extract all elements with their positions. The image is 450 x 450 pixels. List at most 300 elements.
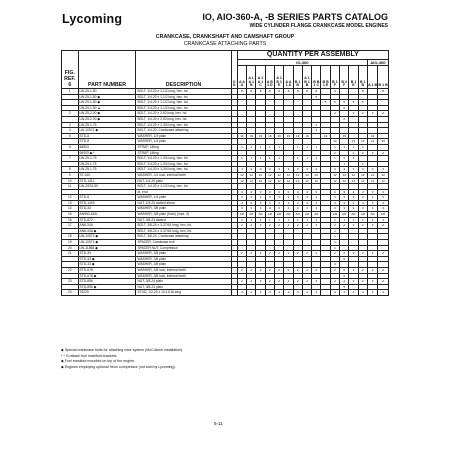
quantity-cell: 2 bbox=[256, 223, 265, 229]
quantity-cell: 5 bbox=[321, 100, 330, 106]
part-number-cell: 66903 ◆ * bbox=[78, 150, 136, 156]
quantity-cell: 12 bbox=[247, 178, 256, 184]
quantity-cell: 12 bbox=[265, 178, 274, 184]
quantity-cell: 1 bbox=[378, 217, 389, 223]
quantity-cell: 2 bbox=[265, 223, 274, 229]
quantity-cell: 3 bbox=[293, 200, 302, 206]
quantity-cell: 3 bbox=[265, 206, 274, 212]
quantity-cell: 19 bbox=[274, 133, 283, 139]
part-number-cell: LW-25-1.75 bbox=[78, 161, 136, 167]
quantity-cell: 3 bbox=[340, 189, 349, 195]
quantity-cell: 19 bbox=[321, 133, 330, 139]
model-column-header: A B 1 D bbox=[265, 66, 274, 89]
quantity-cell: 3 bbox=[367, 189, 377, 195]
quantity-cell: 2 bbox=[302, 279, 311, 285]
part-number-cell: LW-2SS1.50 bbox=[78, 184, 136, 190]
quantity-cell: 2 bbox=[274, 251, 283, 257]
quantity-cell: 2 bbox=[378, 150, 389, 156]
fig-ref-cell: 8 bbox=[62, 167, 79, 173]
part-number-cell: AN960-616L bbox=[78, 212, 136, 218]
quantity-cell: 1 bbox=[330, 240, 339, 246]
part-number-cell: LW-25-1.50 ▲ bbox=[78, 105, 136, 111]
quantity-cell: 3 bbox=[312, 206, 321, 212]
quantity-cell: 1 bbox=[237, 217, 246, 223]
fig-ref-cell: 17 bbox=[62, 223, 79, 229]
part-number-cell: LW-10574 ◆ bbox=[78, 240, 136, 246]
quantity-cell: 8 bbox=[312, 89, 321, 95]
footnote: ◆ Engines employing optional freon compressor (not sold by Lycoming). bbox=[61, 364, 176, 369]
quantity-cell: 3 bbox=[293, 195, 302, 201]
aio360-header: AIO-360 bbox=[367, 60, 388, 66]
model-column-header: B 1 B bbox=[358, 66, 367, 89]
quantity-cell: 2 bbox=[247, 223, 256, 229]
fig-ref-cell: 19 bbox=[62, 240, 79, 246]
quantity-cell: 1 bbox=[274, 156, 283, 162]
quantity-cell: 3 bbox=[378, 206, 389, 212]
part-number-cell: LW-25-1.50 ◆ bbox=[78, 100, 136, 106]
quantity-cell: 2 bbox=[284, 268, 293, 274]
quantity-cell: 3 bbox=[265, 167, 274, 173]
catalog-title: IO, AIO-360-A, -B SERIES PARTS CATALOG bbox=[202, 12, 388, 22]
quantity-cell: 3 bbox=[247, 189, 256, 195]
quantity-cell: 2 bbox=[237, 279, 246, 285]
description-cell: WASHER, 1/4 plain bbox=[136, 195, 231, 201]
quantity-cell: 2 bbox=[293, 251, 302, 257]
quantity-cell: 1 bbox=[265, 144, 274, 150]
fig-ref-cell: 1 bbox=[62, 89, 79, 95]
quantity-cell: 3 bbox=[358, 167, 367, 173]
quantity-cell: AR bbox=[358, 212, 367, 218]
quantity-cell: 3 bbox=[349, 206, 358, 212]
quantity-cell: 4 bbox=[330, 290, 339, 296]
quantity-cell: 1 bbox=[358, 161, 367, 167]
quantity-cell: 1 bbox=[367, 217, 377, 223]
quantity-cell: 8 bbox=[378, 89, 389, 95]
quantity-cell: 1 bbox=[247, 144, 256, 150]
fig-ref-cell: 2 bbox=[62, 111, 79, 117]
quantity-cell: 3 bbox=[265, 200, 274, 206]
quantity-cell: 3 bbox=[247, 206, 256, 212]
quantity-cell: 3 bbox=[358, 195, 367, 201]
quantity-cell: 4 bbox=[312, 290, 321, 296]
quantity-cell: 2 bbox=[367, 268, 377, 274]
quantity-cell: 2 bbox=[293, 279, 302, 285]
page-number: 5-11 bbox=[214, 421, 223, 426]
part-number-cell: AN6-34A ◆ bbox=[78, 228, 136, 234]
fig-ref-cell: 22 bbox=[62, 268, 79, 274]
quantity-cell: 12 bbox=[265, 172, 274, 178]
quantity-cell: 6 bbox=[340, 105, 349, 111]
quantity-cell: 2 bbox=[237, 251, 246, 257]
description-cell: BOLT, 1/4-20 x 2.00 long, hex. hd. bbox=[136, 116, 231, 122]
part-number-cell: AN6-34A bbox=[78, 223, 136, 229]
quantity-cell: 2 bbox=[349, 268, 358, 274]
quantity-cell: 4 bbox=[247, 290, 256, 296]
description-cell: BOLT, 1/4-20, Crankcase attaching bbox=[136, 128, 231, 134]
quantity-cell: 1 bbox=[293, 156, 302, 162]
part-number-cell: LW-25-2.00 ◆ bbox=[78, 111, 136, 117]
quantity-cell: 2 bbox=[378, 251, 389, 257]
fig-ref-cell: 7 bbox=[62, 156, 79, 162]
quantity-cell: 1 bbox=[274, 144, 283, 150]
part-number-cell: LW-10573 ◆ bbox=[78, 234, 136, 240]
quantity-cell: 1 bbox=[247, 217, 256, 223]
quantity-cell: 1 bbox=[302, 217, 311, 223]
description-cell: WASHER, 3/8 plain bbox=[136, 262, 231, 268]
quantity-cell: 2 bbox=[378, 223, 389, 229]
quantity-cell: 3 bbox=[284, 195, 293, 201]
quantity-cell: 3 bbox=[302, 200, 311, 206]
quantity-cell: 3 bbox=[302, 195, 311, 201]
quantity-cell: 2 bbox=[340, 223, 349, 229]
quantity-cell: AR bbox=[340, 212, 349, 218]
quantity-cell: 5 bbox=[358, 100, 367, 106]
quantity-cell: 1 bbox=[293, 144, 302, 150]
model-column-header: B 1 E bbox=[349, 66, 358, 89]
model-column-header: A 1 B bbox=[367, 66, 377, 89]
model-column-header: B 1 B bbox=[293, 66, 302, 89]
quantity-cell: 8 bbox=[284, 89, 293, 95]
quantity-cell: 19 bbox=[302, 133, 311, 139]
quantity-cell: 2 bbox=[274, 223, 283, 229]
quantity-cell: 1 bbox=[349, 144, 358, 150]
quantity-cell: 3 bbox=[302, 167, 311, 173]
quantity-cell: 12 bbox=[330, 178, 339, 184]
quantity-cell: 1 bbox=[256, 144, 265, 150]
parts-table bbox=[61, 50, 389, 296]
quantity-cell: 2 bbox=[367, 251, 377, 257]
quantity-cell: 4 bbox=[302, 290, 311, 296]
quantity-cell: 3 bbox=[349, 195, 358, 201]
quantity-cell: 13 bbox=[367, 139, 377, 145]
fig-ref-cell: 13 bbox=[62, 200, 79, 206]
quantity-cell: 4 bbox=[265, 290, 274, 296]
fig-ref-cell: 11 bbox=[62, 184, 79, 190]
quantity-cell: 3 bbox=[340, 195, 349, 201]
quantity-cell: AR bbox=[302, 212, 311, 218]
brand-logo-text: Lycoming bbox=[62, 12, 123, 26]
description-cell: SPACER NUT, Compressor bbox=[136, 245, 231, 251]
quantity-cell: 12 bbox=[247, 172, 256, 178]
quantity-cell: 3 bbox=[302, 206, 311, 212]
quantity-cell: 12 bbox=[378, 172, 389, 178]
quantity-cell: 3 bbox=[256, 195, 265, 201]
quantity-cell: 2 bbox=[349, 251, 358, 257]
part-number-header: PART NUMBER bbox=[78, 51, 136, 89]
quantity-cell: 2 bbox=[367, 111, 377, 117]
description-cell: WASHER, 3/8 lock, internal teeth bbox=[136, 273, 231, 279]
quantity-cell: 3 bbox=[274, 189, 283, 195]
quantity-cell: 2 bbox=[330, 111, 339, 117]
quantity-cell: 2 bbox=[256, 279, 265, 285]
quantity-cell: 12 bbox=[330, 172, 339, 178]
quantity-cell: 4 bbox=[256, 290, 265, 296]
quantity-cell: 2 bbox=[237, 223, 246, 229]
fig-ref-cell: 12 bbox=[62, 195, 79, 201]
quantity-cell: 2 bbox=[293, 223, 302, 229]
header-row-1 bbox=[62, 51, 389, 60]
quantity-cell: 3 bbox=[247, 200, 256, 206]
quantity-cell: 2 bbox=[265, 268, 274, 274]
quantity-cell: 12 bbox=[293, 172, 302, 178]
part-number-cell: LW-11868 ◆ bbox=[78, 245, 136, 251]
quantity-cell: 4 bbox=[358, 290, 367, 296]
description-header: DESCRIPTION bbox=[136, 51, 231, 89]
quantity-cell: 12 bbox=[293, 178, 302, 184]
fig-ref-cell: 18 bbox=[62, 234, 79, 240]
quantity-cell: 3 bbox=[312, 167, 321, 173]
fig-ref-cell: 4 bbox=[62, 128, 79, 134]
quantity-cell: 5 bbox=[349, 100, 358, 106]
quantity-cell: 3 bbox=[284, 206, 293, 212]
quantity-cell: 12 bbox=[378, 178, 389, 184]
quantity-cell: 1 bbox=[256, 156, 265, 162]
quantity-cell: 3 bbox=[284, 189, 293, 195]
quantity-cell: 1 bbox=[302, 144, 311, 150]
model-column-header: B 2 F bbox=[340, 66, 349, 89]
quantity-cell: 3 bbox=[367, 195, 377, 201]
quantity-cell: 4 bbox=[284, 290, 293, 296]
quantity-cell: 19 bbox=[237, 133, 246, 139]
quantity-cell: 8 bbox=[293, 89, 302, 95]
description-cell: NUT, 1/4-20 plain bbox=[136, 178, 231, 184]
description-cell: NUT, 3/8-24 plain bbox=[136, 284, 231, 290]
quantity-cell: 19 bbox=[340, 133, 349, 139]
fig-ref-cell: 15 bbox=[62, 212, 79, 218]
quantity-cell: 2 bbox=[340, 116, 349, 122]
part-number-cell: ST-160 bbox=[78, 172, 136, 178]
quantity-cell: 2 bbox=[349, 150, 358, 156]
quantity-header: QUANTITY PER ASSEMBLY bbox=[237, 51, 388, 60]
quantity-cell: 2 bbox=[312, 223, 321, 229]
fig-ref-cell: 9 bbox=[62, 172, 79, 178]
quantity-cell: 19 bbox=[293, 133, 302, 139]
quantity-cell: 12 bbox=[312, 172, 321, 178]
quantity-cell: 2 bbox=[312, 279, 321, 285]
quantity-cell: 2 bbox=[358, 251, 367, 257]
section-subtitle: CRANKCASE ATTACHING PARTS bbox=[183, 41, 267, 47]
quantity-cell: 5 bbox=[340, 256, 349, 262]
part-number-cell: STD-896 ◆ bbox=[78, 284, 136, 290]
quantity-cell: 12 bbox=[237, 172, 246, 178]
quantity-cell: 3 bbox=[265, 195, 274, 201]
quantity-cell: 12 bbox=[302, 172, 311, 178]
quantity-cell: 3 bbox=[330, 189, 339, 195]
quantity-cell: 1 bbox=[340, 217, 349, 223]
description-cell: BOLT, 3/8-24, Crankcase attaching bbox=[136, 234, 231, 240]
quantity-cell: 1 bbox=[330, 245, 339, 251]
quantity-cell: 1 bbox=[284, 217, 293, 223]
quantity-cell: 2 bbox=[330, 150, 339, 156]
quantity-cell: 3 bbox=[330, 195, 339, 201]
quantity-cell: 2 bbox=[284, 251, 293, 257]
quantity-cell: 1 bbox=[312, 128, 321, 134]
table-row bbox=[62, 290, 389, 296]
part-number-cell: LW-25-1.75 bbox=[78, 156, 136, 162]
quantity-cell: 12 bbox=[302, 178, 311, 184]
quantity-cell: 6 bbox=[330, 89, 339, 95]
part-number-cell: STD-8 bbox=[78, 139, 136, 145]
quantity-cell: 3 bbox=[293, 167, 302, 173]
model-column-header: A A 1 A bbox=[284, 66, 293, 89]
quantity-cell: 2 bbox=[237, 268, 246, 274]
quantity-cell: 19 bbox=[284, 133, 293, 139]
quantity-cell: 1 bbox=[340, 144, 349, 150]
description-cell: STUD, 1/2-20 x 10-11/16 long bbox=[136, 290, 231, 296]
io360-header: IO-360 bbox=[237, 60, 367, 66]
quantity-cell: 1 bbox=[237, 144, 246, 150]
part-number-cell: STD-872 bbox=[78, 217, 136, 223]
quantity-cell: 12 bbox=[358, 172, 367, 178]
fig-ref-cell: 16 bbox=[62, 217, 79, 223]
footnotes bbox=[61, 348, 183, 370]
quantity-cell: 3 bbox=[330, 167, 339, 173]
quantity-cell: 2 bbox=[284, 223, 293, 229]
description-cell: SPACER, Crankcase bolt bbox=[136, 240, 231, 246]
quantity-cell: 12 bbox=[312, 178, 321, 184]
quantity-cell: 3 bbox=[378, 195, 389, 201]
quantity-cell: 1 bbox=[330, 228, 339, 234]
catalog-subtitle: WIDE CYLINDER FLANGE CRANKCASE MODEL ENGINES bbox=[249, 23, 388, 29]
quantity-cell: 2 bbox=[293, 268, 302, 274]
quantity-cell: 3 bbox=[358, 206, 367, 212]
quantity-cell: 2 bbox=[330, 268, 339, 274]
quantity-cell: 2 bbox=[367, 279, 377, 285]
quantity-cell: 2 bbox=[256, 251, 265, 257]
quantity-cell: 3 bbox=[378, 189, 389, 195]
quantity-cell: 4 bbox=[367, 290, 377, 296]
quantity-cell: 13 bbox=[378, 139, 389, 145]
quantity-cell: 3 bbox=[349, 189, 358, 195]
quantity-cell: 12 bbox=[349, 178, 358, 184]
description-cell: WASHER, 3/8 plain bbox=[136, 256, 231, 262]
fig-ref-header: FIG. REF. 6 bbox=[62, 51, 79, 89]
quantity-cell: AR bbox=[274, 212, 283, 218]
quantity-cell: 2 bbox=[312, 251, 321, 257]
quantity-cell: 4 bbox=[237, 290, 246, 296]
part-number-cell: LW-10572 ◆ bbox=[78, 128, 136, 134]
quantity-cell: 3 bbox=[293, 206, 302, 212]
quantity-cell: 12 bbox=[256, 172, 265, 178]
quantity-cell: 2 bbox=[349, 111, 358, 117]
quantity-cell: 3 bbox=[256, 167, 265, 173]
quantity-cell: 4 bbox=[293, 290, 302, 296]
quantity-cell: 13 bbox=[330, 139, 339, 145]
footnote: * * To attach fuel manifold brackets. bbox=[61, 353, 118, 358]
quantity-cell: 12 bbox=[284, 172, 293, 178]
quantity-cell: 8 bbox=[237, 89, 246, 95]
description-cell: BOLT, 1/4-20 x 1-1/2 long, hex. hd. bbox=[136, 89, 231, 95]
quantity-cell: 1 bbox=[302, 156, 311, 162]
part-number-cell: STD-1409 bbox=[78, 200, 136, 206]
description-cell: STRAP, Lifting bbox=[136, 150, 231, 156]
description-cell: BOLT, 3/8-24 x 3-37/64 long, hex. hd. bbox=[136, 223, 231, 229]
quantity-cell: 12 bbox=[367, 172, 377, 178]
description-cell: WASHER, 3/8 plain bbox=[136, 206, 231, 212]
part-number-cell: LW-25-1.50 bbox=[78, 89, 136, 95]
quantity-cell: 1 bbox=[256, 217, 265, 223]
quantity-cell: 3 bbox=[367, 167, 377, 173]
quantity-cell: 2 bbox=[274, 279, 283, 285]
quantity-cell: 3 bbox=[302, 189, 311, 195]
quantity-cell: 19 bbox=[265, 133, 274, 139]
quantity-cell: 2 bbox=[312, 268, 321, 274]
quantity-cell: 1 bbox=[247, 156, 256, 162]
quantity-cell: 12 bbox=[237, 178, 246, 184]
quantity-cell: 1 bbox=[330, 234, 339, 240]
quantity-cell: 8 bbox=[358, 89, 367, 95]
quantity-cell: 8 bbox=[256, 89, 265, 95]
part-number-cell: STD-33 bbox=[78, 251, 136, 257]
description-cell: WASHER, 1/4 plain bbox=[136, 133, 231, 139]
quantity-cell: 19 bbox=[367, 133, 377, 139]
quantity-cell: 12 bbox=[349, 172, 358, 178]
quantity-cell: 2 bbox=[349, 223, 358, 229]
quantity-cell: 1 bbox=[312, 156, 321, 162]
quantity-cell: 1 bbox=[358, 217, 367, 223]
quantity-cell: 2 bbox=[330, 223, 339, 229]
model-column-header: A 1 A 1 C bbox=[256, 66, 265, 89]
quantity-cell: 2 bbox=[367, 150, 377, 156]
quantity-cell: 3 bbox=[237, 195, 246, 201]
quantity-cell: 12 bbox=[340, 178, 349, 184]
quantity-cell: 3 bbox=[358, 189, 367, 195]
quantity-cell: 3 bbox=[378, 167, 389, 173]
description-cell: BOLT, 1/4-20 x 1-1/2 long, hex. hd. bbox=[136, 94, 231, 100]
description-cell: WASHER, 3/8 plain (thick) (max. 3) bbox=[136, 212, 231, 218]
parts-body bbox=[62, 89, 389, 296]
description-cell: BOLT, 1/4-20 x 2.00 long, hex. hd. bbox=[136, 111, 231, 117]
quantity-cell: 2 bbox=[378, 279, 389, 285]
part-number-cell: STD-33 ◆ bbox=[78, 256, 136, 262]
quantity-cell: 2 bbox=[358, 223, 367, 229]
quantity-cell: 3 bbox=[256, 200, 265, 206]
quantity-cell: 3 bbox=[340, 167, 349, 173]
quantity-cell: 2 bbox=[265, 251, 274, 257]
description-cell: BOLT, 1/4-20 x 1-3/4 long, hex. hd. bbox=[136, 122, 231, 128]
quantity-cell: 1 bbox=[330, 156, 339, 162]
quantity-cell: 3 bbox=[284, 167, 293, 173]
quantity-cell: 2 bbox=[302, 251, 311, 257]
model-column-header: B 1 B bbox=[378, 66, 389, 89]
quantity-cell: 3 bbox=[312, 189, 321, 195]
quantity-cell: 3 bbox=[237, 189, 246, 195]
quantity-cell: 2 bbox=[284, 279, 293, 285]
model-column-header: B B 1 C bbox=[312, 66, 321, 89]
quantity-cell: 2 bbox=[378, 268, 389, 274]
quantity-cell: 13 bbox=[358, 139, 367, 145]
description-cell: BOLT, 1/4-20 x 1-1/2 long, hex. hd. bbox=[136, 184, 231, 190]
quantity-cell: AR bbox=[312, 212, 321, 218]
quantity-cell: 1 bbox=[330, 217, 339, 223]
quantity-cell: 2 bbox=[247, 268, 256, 274]
quantity-cell: 13 bbox=[349, 139, 358, 145]
description-cell: BOLT, 1/4-20 x 1-3/4 long, hex. hd. bbox=[136, 156, 231, 162]
part-number-cell: LW-25-1.75 bbox=[78, 122, 136, 128]
part-number-cell: LW-25-1.75 bbox=[78, 167, 136, 173]
quantity-cell: 4 bbox=[340, 290, 349, 296]
quantity-cell: 5 bbox=[340, 284, 349, 290]
quantity-cell: 3 bbox=[349, 200, 358, 206]
quantity-cell: 2 bbox=[367, 223, 377, 229]
quantity-cell: 12 bbox=[367, 178, 377, 184]
quantity-cell: 2 bbox=[358, 279, 367, 285]
quantity-cell: 8 bbox=[247, 89, 256, 95]
quantity-cell: 3 bbox=[274, 206, 283, 212]
quantity-cell: 2 bbox=[330, 251, 339, 257]
quantity-cell: 5 bbox=[312, 94, 321, 100]
quantity-cell: 3 bbox=[237, 206, 246, 212]
